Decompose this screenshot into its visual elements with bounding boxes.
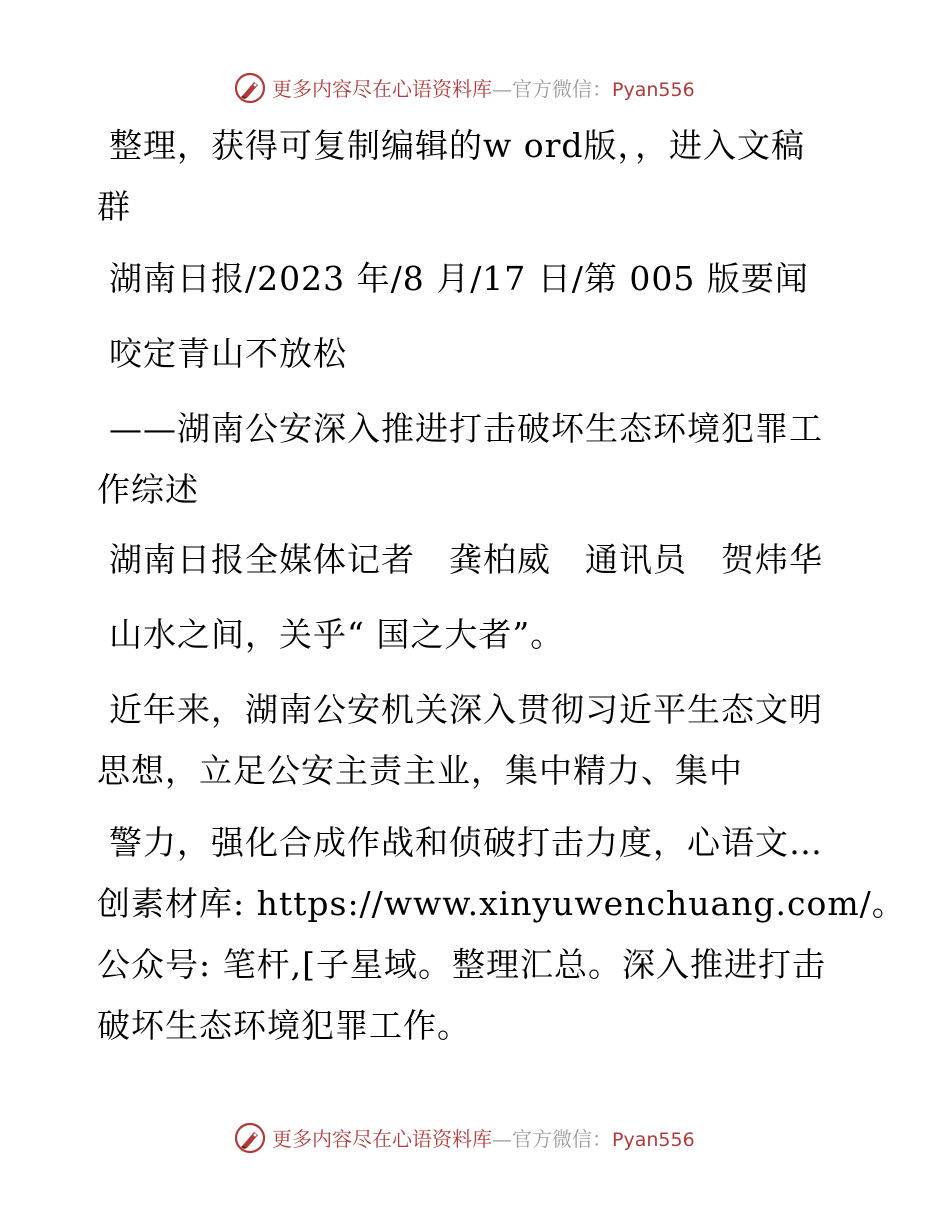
text-line: 警力，强化合成作战和侦破打击力度，心语文…: [109, 823, 823, 862]
text-line: 作综述: [97, 470, 199, 509]
text-line: 整理，获得可复制编辑的w ord版，，进入文稿: [109, 126, 806, 165]
pen-nib-logo-icon: [234, 1122, 266, 1154]
article-byline: [97, 529, 857, 590]
text-line: 群: [97, 187, 131, 226]
footer-watermark: [0, 1120, 950, 1160]
article-title: [97, 323, 857, 384]
watermark-contact-label: 官方微信：: [512, 1127, 612, 1151]
text-line: 湖南日报/2023 年/8 月/17 日/第 005 版要闻: [109, 259, 809, 298]
watermark-main-text: 更多内容尽在心语资料库: [272, 77, 492, 101]
body-paragraph-3: [97, 812, 906, 1056]
watermark-contact-id: Pyan556: [612, 1129, 695, 1151]
text-line: 近年来，湖南公安机关深入贯彻习近平生态文明: [109, 690, 823, 729]
text-line: 山水之间，关乎“ 国之大者”。: [109, 615, 565, 654]
watermark-text: [272, 78, 695, 101]
text-line: 破坏生态环境犯罪工作。: [97, 1006, 471, 1045]
article-subtitle: [97, 398, 857, 520]
watermark-text: [272, 1128, 695, 1151]
body-paragraph-2: [97, 679, 857, 801]
watermark-contact-id: Pyan556: [612, 79, 695, 101]
watermark-separator: —: [492, 1127, 512, 1151]
body-paragraph-1: [97, 604, 857, 665]
text-line: 创素材库: https://www.xinyuwenchuang.com/。: [97, 884, 906, 923]
header-watermark: [0, 70, 950, 110]
text-line: 咬定青山不放松: [109, 334, 347, 373]
pen-nib-logo-icon: [234, 72, 266, 104]
body-block-intro: [97, 115, 857, 237]
text-line: 湖南日报全媒体记者 龚柏威 通讯员 贺炜华: [109, 540, 823, 579]
text-line: 思想，立足公安主责主业，集中精力、集中: [97, 751, 743, 790]
body-block-source: [97, 248, 857, 309]
text-line: ——湖南公安深入推进打击破坏生态环境犯罪工: [109, 409, 823, 448]
watermark-separator: —: [492, 77, 512, 101]
watermark-main-text: 更多内容尽在心语资料库: [272, 1127, 492, 1151]
text-line: 公众号: 笔杆,[子星域。整理汇总。深入推进打击: [97, 945, 826, 984]
watermark-contact-label: 官方微信：: [512, 77, 612, 101]
